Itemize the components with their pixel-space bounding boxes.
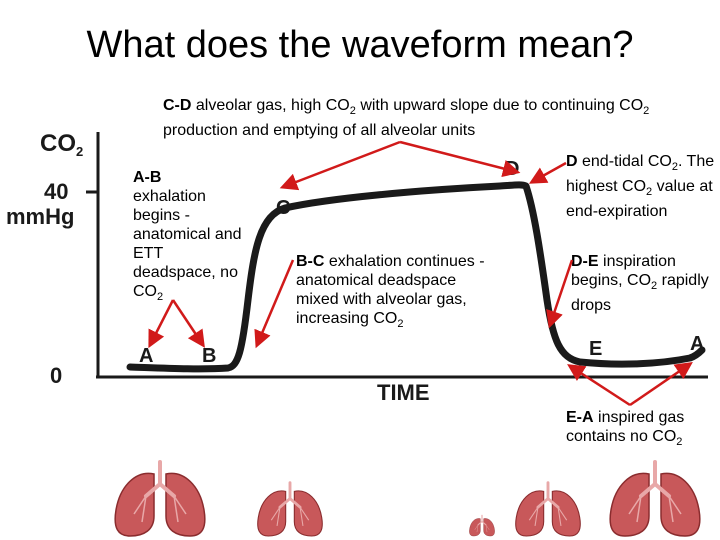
arrow-c-d-left bbox=[283, 142, 400, 187]
subscript: 2 bbox=[646, 186, 653, 199]
lungs-icon bbox=[469, 515, 494, 536]
subscript: 2 bbox=[671, 161, 678, 174]
point-label-b: B bbox=[202, 345, 217, 367]
arrow-d-e bbox=[550, 260, 572, 325]
annotation-text: exhalation begins - anatomical and ETT deadspace, no CO bbox=[133, 188, 242, 300]
annotation-text: inspired gas contains no CO bbox=[566, 409, 685, 445]
annotation-code: B-C bbox=[296, 253, 325, 270]
annotation-text: end-tidal CO bbox=[577, 153, 672, 170]
annotation-text: with upward slope due to continuing CO bbox=[355, 97, 644, 114]
point-label-c: C bbox=[276, 197, 291, 219]
annotation-code: C-D bbox=[163, 97, 192, 114]
subscript: 2 bbox=[651, 280, 658, 293]
capnogram-waveform bbox=[130, 185, 705, 369]
annotation-text: . The highest CO bbox=[566, 153, 715, 196]
arrow-a-b-left bbox=[150, 300, 173, 345]
subscript: 2 bbox=[397, 318, 404, 331]
lungs-icon bbox=[258, 483, 323, 536]
point-label-e: E bbox=[589, 338, 603, 360]
lungs-icon bbox=[115, 462, 205, 536]
y-tick-label-40: 40 bbox=[44, 179, 69, 204]
lungs-icon bbox=[610, 462, 700, 536]
arrow-e-a-right bbox=[630, 364, 690, 405]
annotation-text: value at end-expiration bbox=[566, 178, 713, 221]
point-label-a-start: A bbox=[139, 345, 154, 367]
point-label-a-end: A bbox=[690, 333, 705, 355]
page-title: What does the waveform mean? bbox=[86, 24, 634, 66]
arrow-d bbox=[532, 163, 566, 182]
subscript: 2 bbox=[676, 436, 683, 449]
point-label-d: D bbox=[505, 158, 520, 180]
annotation-text: alveolar gas, high CO bbox=[191, 97, 350, 114]
subscript: 2 bbox=[643, 105, 650, 118]
annotation-text: production and emptying of all alveolar units bbox=[163, 122, 476, 140]
y-axis-label: $CO_2$ bbox=[40, 130, 84, 159]
annotation-text: inspiration begins, CO bbox=[571, 253, 676, 289]
arrow-e-a-left bbox=[570, 366, 630, 405]
annotation-text: rapidly drops bbox=[571, 272, 709, 315]
lungs-row bbox=[115, 462, 700, 536]
y-unit-label: mmHg bbox=[6, 204, 75, 229]
annotation-code: D-E bbox=[571, 253, 599, 270]
annotation-code: A-B bbox=[133, 169, 162, 186]
y-tick-label-0: 0 bbox=[50, 363, 63, 388]
arrow-c-d-right bbox=[400, 142, 517, 172]
annotation-code: E-A bbox=[566, 409, 594, 426]
subscript: 2 bbox=[349, 105, 356, 118]
annotation-code: D bbox=[566, 153, 578, 170]
lungs-icon bbox=[516, 483, 581, 536]
arrow-a-b-right bbox=[173, 300, 203, 345]
annotation-text: exhalation continues - anatomical deadspace mixed with alveolar gas, increasing CO bbox=[296, 253, 485, 327]
x-axis-label: TIME bbox=[377, 380, 430, 405]
arrow-b-c bbox=[257, 260, 293, 345]
subscript: 2 bbox=[157, 291, 164, 304]
